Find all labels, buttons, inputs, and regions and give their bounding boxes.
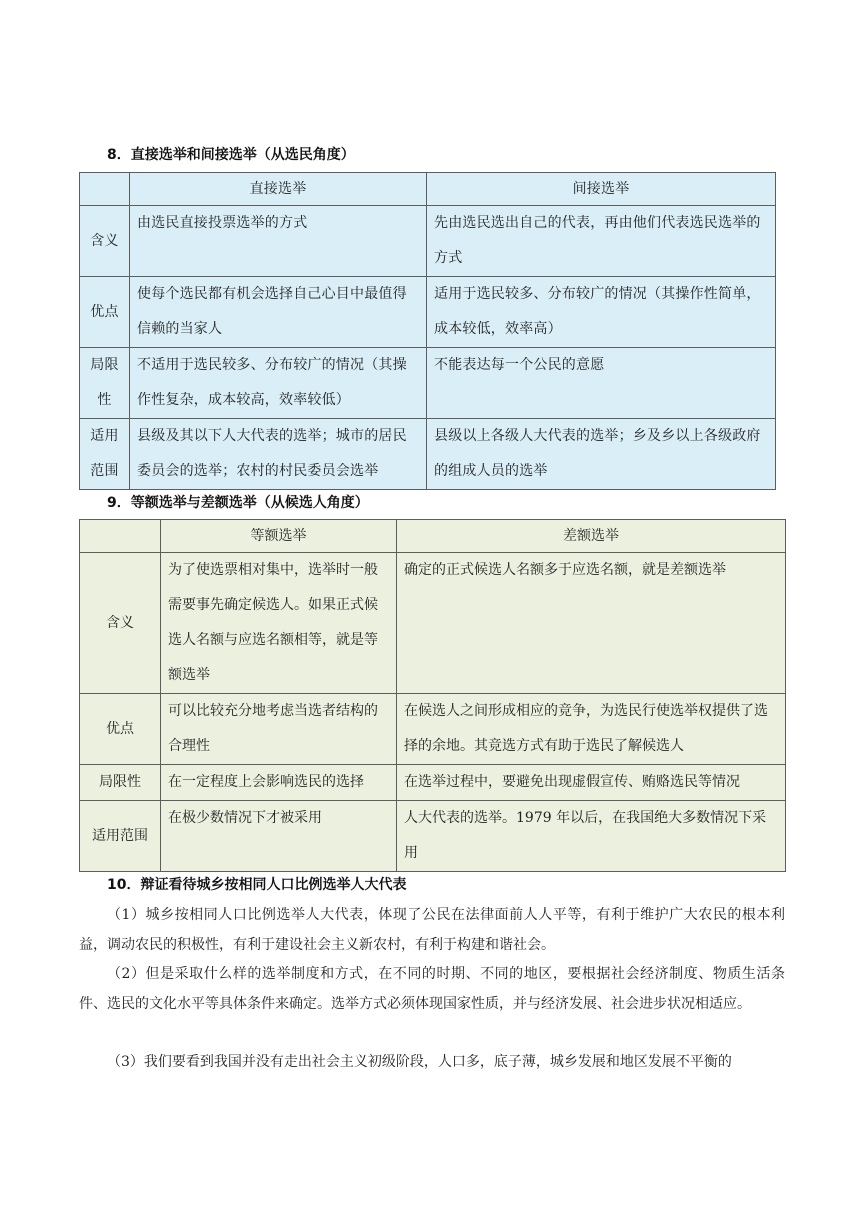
cell-direct-scope: 县级及其以下人大代表的选举；城市的居民委员会的选举；农村的村民委员会选举: [130, 419, 427, 490]
table-row: [80, 206, 776, 277]
table-row: [80, 801, 786, 872]
cell-direct-meaning: 由选民直接投票选举的方式: [130, 206, 427, 277]
cell-indirect-meaning: 先由选民选出自己的代表，再由他们代表选民选举的方式: [427, 206, 776, 277]
table-row: [80, 419, 776, 490]
cell-indirect-limitations: 不能表达每一个公民的意愿: [427, 348, 776, 419]
table-row: [80, 694, 786, 765]
table-header-row: [80, 173, 776, 206]
equal-competitive-election-table: [79, 519, 786, 872]
row-label-scope: 适用范围: [80, 801, 161, 872]
section-8-heading: 8．直接选举和间接选举（从选民角度）: [107, 147, 355, 163]
row-label-limitations: 局限性: [80, 765, 161, 801]
header-corner-cell: [80, 173, 130, 206]
table-header-row: [80, 520, 786, 553]
cell-equal-meaning: 为了使选票相对集中，选举时一般需要事先确定候选人。如果正式候选人名额与应选名额相等，就是等额选举: [161, 553, 397, 694]
cell-equal-scope: 在极少数情况下才被采用: [161, 801, 397, 872]
direct-indirect-election-table: [79, 172, 776, 490]
cell-competitive-scope: 人大代表的选举。1979 年以后，在我国绝大多数情况下采用: [397, 801, 786, 872]
cell-indirect-advantages: 适用于选民较多、分布较广的情况（其操作性简单，成本较低，效率高）: [427, 277, 776, 348]
cell-direct-limitations: 不适用于选民较多、分布较广的情况（其操作性复杂，成本较高，效率较低）: [130, 348, 427, 419]
cell-competitive-limitations: 在选举过程中，要避免出现虚假宣传、贿赂选民等情况: [397, 765, 786, 801]
row-label-meaning: 含义: [80, 553, 161, 694]
section-10-heading: 10．辩证看待城乡按相同人口比例选举人大代表: [107, 877, 407, 893]
cell-competitive-meaning: 确定的正式候选人名额多于应选名额，就是差额选举: [397, 553, 786, 694]
header-equal-election: 等额选举: [161, 520, 397, 553]
table-row: [80, 553, 786, 694]
section-9-heading: 9．等额选举与差额选举（从候选人角度）: [107, 495, 369, 511]
paragraph-2: （2）但是采取什么样的选举制度和方式，在不同的时期、不同的地区，要根据社会经济制度、物质生活条件、选民的文化水平等具体条件来确定。选举方式必须体现国家性质，并与经济发展、社会进步状况相适应。: [79, 966, 785, 1012]
row-label-advantages: 优点: [80, 694, 161, 765]
cell-competitive-advantages: 在候选人之间形成相应的竞争，为选民行使选举权提供了选择的余地。其竞选方式有助于选民了解候选人: [397, 694, 786, 765]
table-row: [80, 765, 786, 801]
cell-indirect-scope: 县级以上各级人大代表的选举；乡及乡以上各级政府的组成人员的选举: [427, 419, 776, 490]
header-competitive-election: 差额选举: [397, 520, 786, 553]
header-direct-election: 直接选举: [130, 173, 427, 206]
paragraph-1: （1）城乡按相同人口比例选举人大代表，体现了公民在法律面前人人平等，有利于维护广大农民的根本利益，调动农民的积极性，有利于建设社会主义新农村，有利于构建和谐社会。: [79, 907, 785, 953]
cell-equal-limitations: 在一定程度上会影响选民的选择: [161, 765, 397, 801]
paragraph-3: （3）我们要看到我国并没有走出社会主义初级阶段，人口多，底子薄，城乡发展和地区发展不平衡的: [107, 1054, 732, 1070]
header-corner-cell: [80, 520, 161, 553]
header-indirect-election: 间接选举: [427, 173, 776, 206]
table-row: [80, 277, 776, 348]
row-label-scope: 适用范围: [80, 419, 130, 490]
table-row: [80, 348, 776, 419]
cell-equal-advantages: 可以比较充分地考虑当选者结构的合理性: [161, 694, 397, 765]
cell-direct-advantages: 使每个选民都有机会选择自己心目中最值得信赖的当家人: [130, 277, 427, 348]
row-label-limitations: 局限性: [80, 348, 130, 419]
row-label-meaning: 含义: [80, 206, 130, 277]
row-label-advantages: 优点: [80, 277, 130, 348]
